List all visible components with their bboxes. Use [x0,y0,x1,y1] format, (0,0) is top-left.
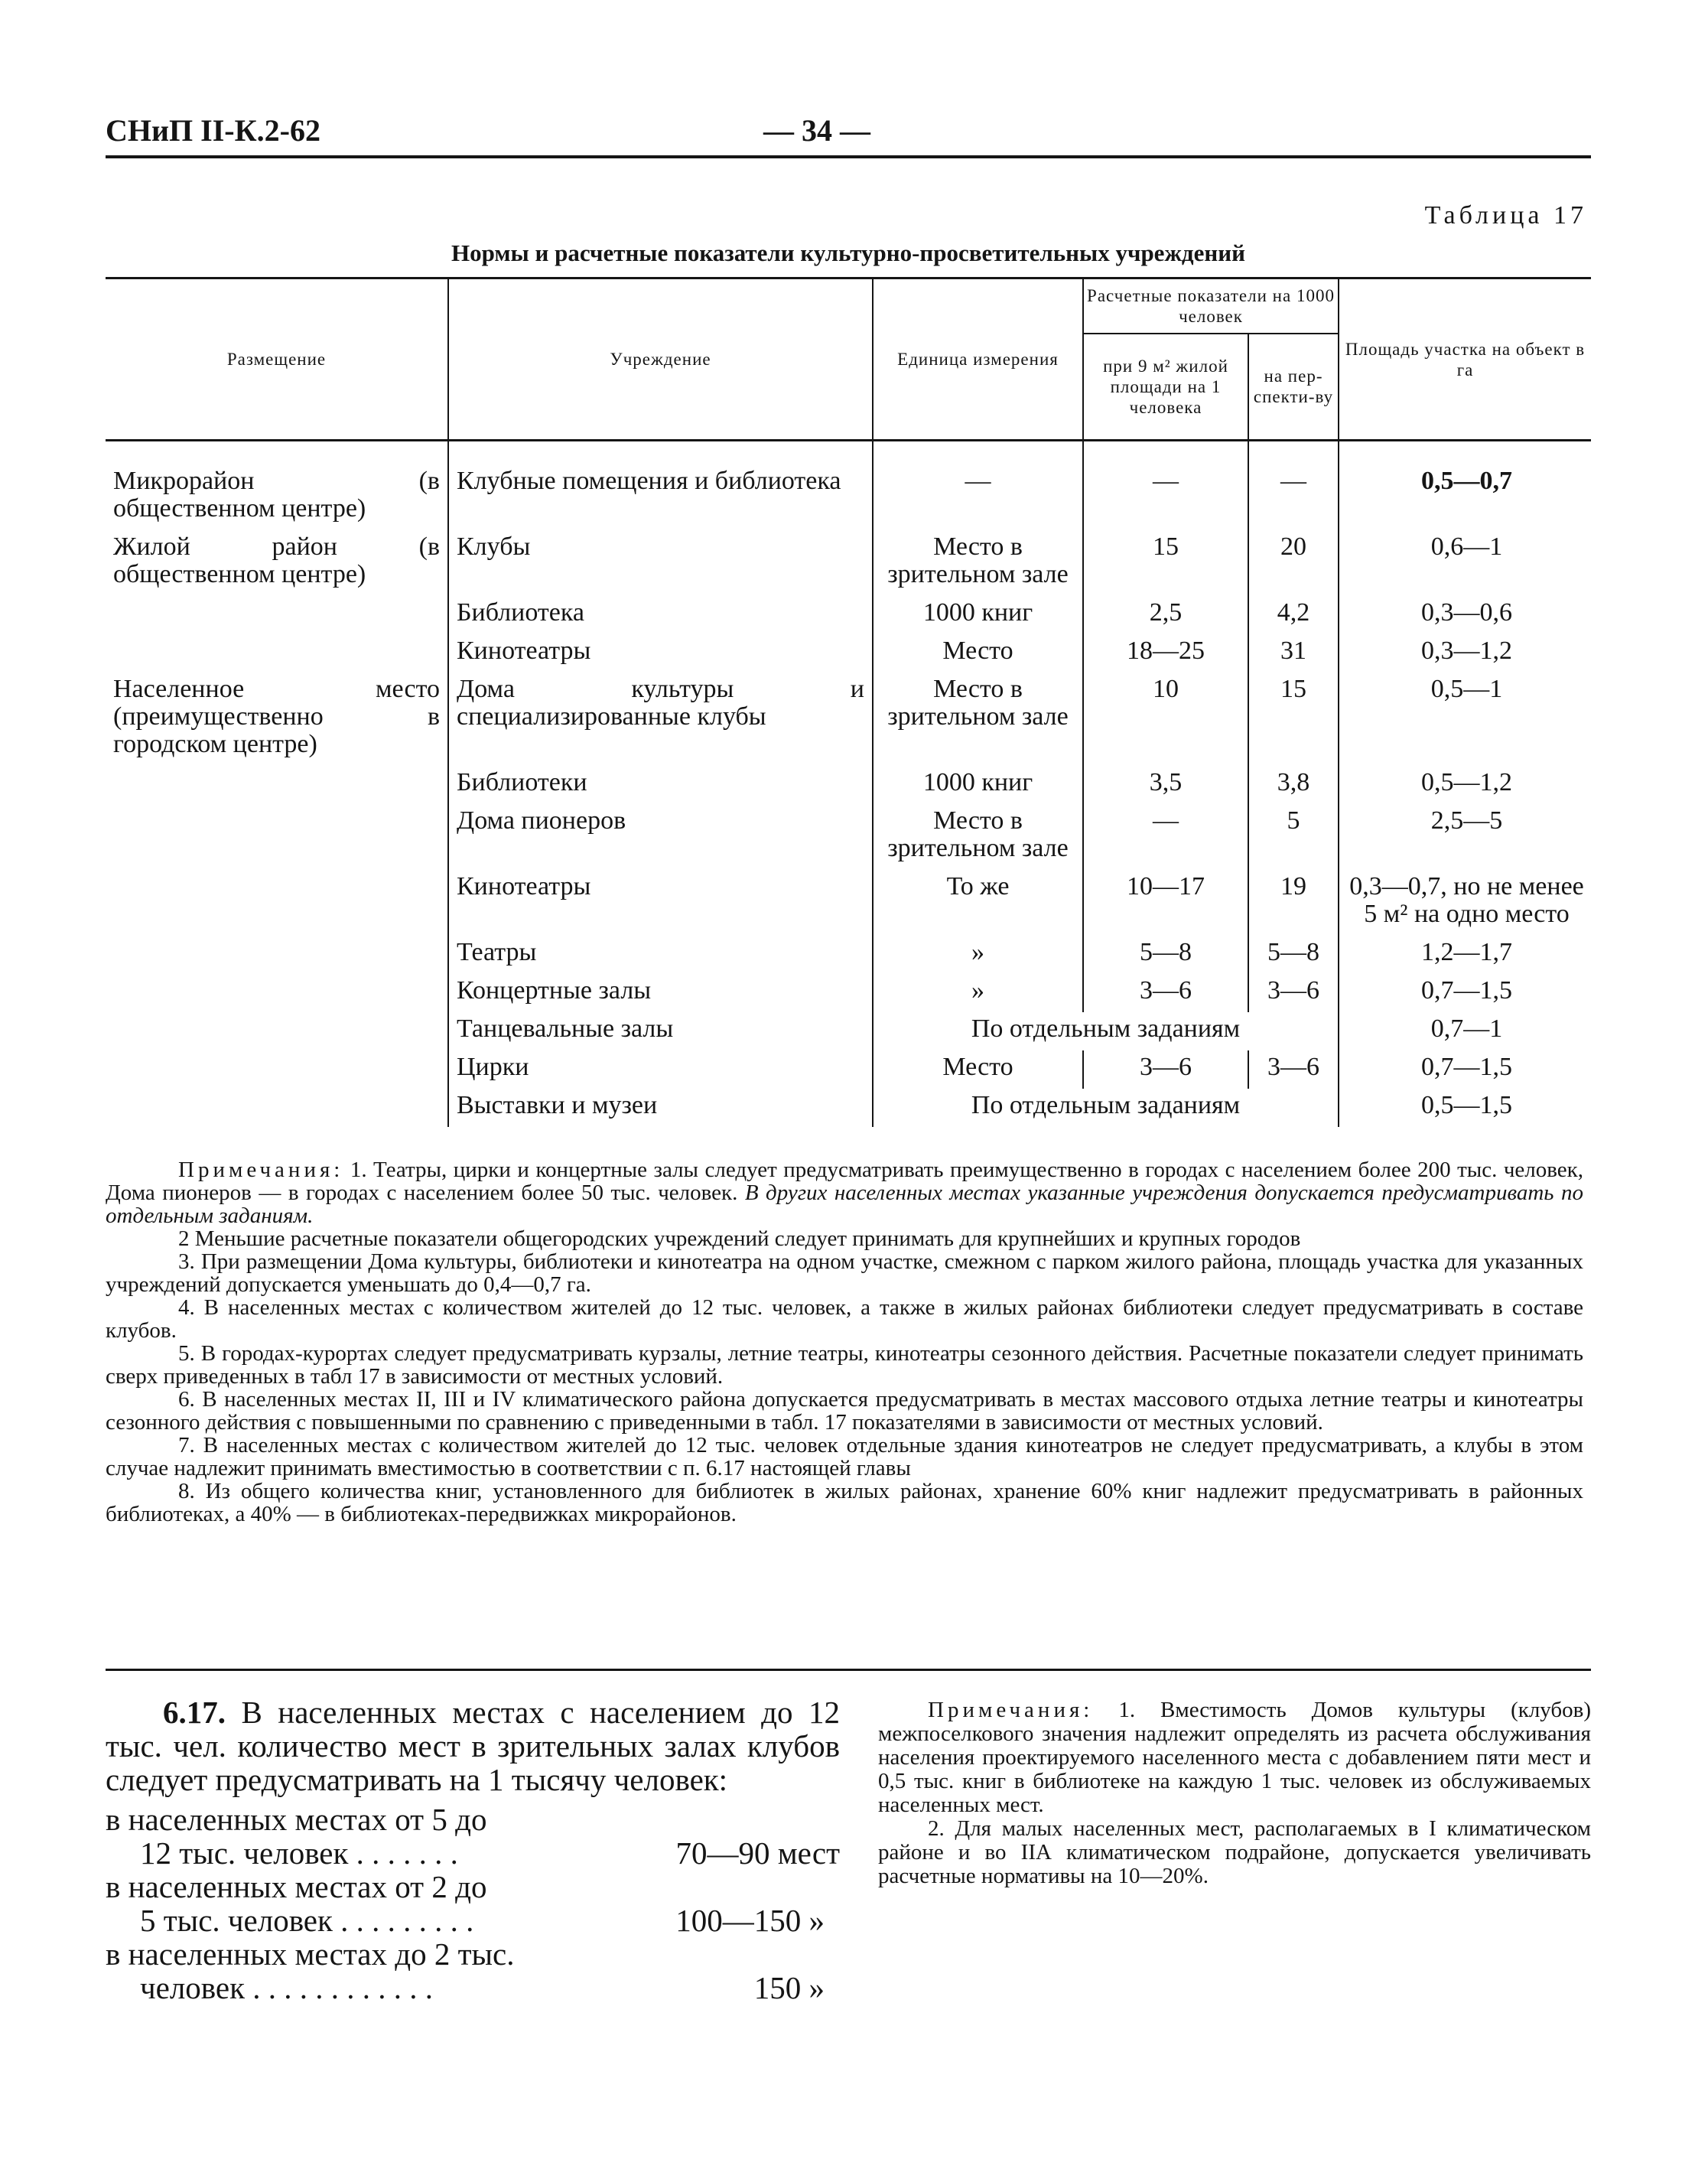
cell-current: — [1083,441,1248,531]
right-notes-label: Примечания: [928,1698,1094,1722]
cell-unit: Место [873,1050,1083,1089]
cell-area: 0,5—0,7 [1339,441,1591,531]
header-area: Площадь участка на объект в га [1339,278,1591,441]
cell-future: 15 [1248,673,1339,766]
notes-rule [106,1669,1591,1671]
header-future: на пер-спекти-ву [1248,334,1339,441]
cell-current: 3—6 [1083,974,1248,1012]
cell-area: 0,3—0,7, но не менее 5 м² на одно место [1339,870,1591,936]
table-row [106,870,1591,936]
cell-future: 5—8 [1248,936,1339,974]
cell-future: 31 [1248,634,1339,673]
table-row [106,634,1591,673]
table-row [106,766,1591,804]
cell-unit: Место [873,634,1083,673]
cell-future: 20 [1248,530,1339,596]
table-label: Таблица 17 [1424,201,1587,230]
list-item: 5 тыс. человек . . . . . . . . . 100—150 » [140,1903,825,1938]
cell-institution: Выставки и музеи [448,1089,873,1127]
table-notes [106,1158,1583,1526]
section-number: 6.17. [163,1695,226,1730]
list-item: в населенных местах от 5 до [106,1802,487,1837]
list-item: в населенных местах до 2 тыс. [106,1936,515,1972]
cell-institution: Дома культуры и специализированные клубы [448,673,873,766]
note-1: 1. Театры, цирки и концертные залы следует предусматривать преимущественно в городах с населением более 200 тыс. человек, Дома пионеров — в городах с населением более 50 тыс. человек. [106,1158,1583,1205]
table-row [106,804,1591,870]
cell-institution: Библиотеки [448,766,873,804]
note-5: 5. В городах-курортах следует предусматривать курзалы, летние театры, кинотеатры сезонного действия. Расчетные показатели следует принимать сверх приведенных в табл 17 в зависимости от местных условий. [106,1341,1583,1389]
cell-institution: Библиотека [448,596,873,634]
cell-area: 0,7—1,5 [1339,974,1591,1012]
norms-table-body [106,441,1591,1128]
cell-future: 4,2 [1248,596,1339,634]
table-row [106,1089,1591,1127]
note-4: 4. В населенных местах с количеством жителей до 12 тыс. человек, а также в жилых районах библиотеки следует предусматривать в составе клубов. [106,1295,1583,1343]
cell-placement [106,974,448,1012]
cell-unit: Место в зрительном зале [873,530,1083,596]
right-note-2: 2. Для малых населенных мест, располагаемых в I климатическом районе и во IIА климатическом подрайоне, допускается увеличивать расчетные нормативы на 10—20%. [878,1816,1591,1888]
cell-merged-note: По отдельным заданиям [873,1012,1339,1050]
list-item: 12 тыс. человек . . . . . . . 70—90 мест [140,1835,840,1871]
cell-current: 10—17 [1083,870,1248,936]
page-number: — 34 — [763,113,870,148]
cell-unit: Место в зрительном зале [873,804,1083,870]
table-row [106,530,1591,596]
header-current: при 9 м² жилой площади на 1 человека [1083,334,1248,441]
cell-institution: Клубные помещения и библиотека [448,441,873,531]
header-unit: Единица измерения [873,278,1083,441]
cell-placement [106,936,448,974]
cell-placement [106,766,448,804]
cell-institution: Кинотеатры [448,870,873,936]
cell-merged-note: По отдельным заданиям [873,1089,1339,1127]
cell-placement: Микрорайон (в общественном центре) [113,467,440,523]
cell-unit: 1000 книг [873,596,1083,634]
cell-area: 1,2—1,7 [1339,936,1591,974]
cell-current: 5—8 [1083,936,1248,974]
cell-area: 0,3—0,6 [1339,596,1591,634]
cell-unit: То же [873,870,1083,936]
cell-institution: Танцевальные залы [448,1012,873,1050]
cell-current: 10 [1083,673,1248,766]
cell-current: 3—6 [1083,1050,1248,1089]
cell-placement [106,1012,448,1050]
table-row [106,936,1591,974]
cell-area: 0,5—1,2 [1339,766,1591,804]
cell-current: — [1083,804,1248,870]
table-row [106,974,1591,1012]
list-item: человек . . . . . . . . . . . . 150 » [140,1970,825,2005]
cell-placement: Жилой район (в общественном центре) [113,532,440,588]
cell-future: 3,8 [1248,766,1339,804]
cell-institution: Клубы [448,530,873,596]
note-2: 2 Меньшие расчетные показатели общегородских учреждений следует принимать для крупнейших и крупных городов [178,1226,1301,1251]
note-8: 8. Из общего количества книг, установленного для библиотек в жилых районах, хранение 60% книг надлежит предусматривать в районных библиотеках, а 40% — в библиотеках-передвижках микрорайонов. [106,1479,1583,1526]
note-6: 6. В населенных местах II, III и IV климатического района допускается предусматривать в местах массового отдыха летние театры и кинотеатры сезонного действия с повышенными по сравнению с приведенными в табл. 17 показателями в зависимости от местных условий. [106,1387,1583,1435]
cell-area: 0,5—1,5 [1339,1089,1591,1127]
header-placement: Размещение [106,278,448,441]
note-3: 3. При размещении Дома культуры, библиотеки и кинотеатра на одном участке, смежном с парком жилого района, площадь участка для указанных учреждений допускается уменьшать до 0,4—0,7 га. [106,1249,1583,1297]
cell-unit: 1000 книг [873,766,1083,804]
header-institution: Учреждение [448,278,873,441]
note-7: 7. В населенных местах с количеством жителей до 12 тыс. человек отдельные здания кинотеатров не следует предусматривать, а клубы в этом случае надлежит принимать вместимостью в соответствии с п. 6.17 настоящей главы [106,1433,1583,1480]
cell-placement [106,1089,448,1127]
document-page [106,0,1591,2169]
cell-unit: — [873,441,1083,531]
cell-institution: Концертные залы [448,974,873,1012]
section-text: В населенных местах с населением до 12 тыс. чел. количество мест в зрительных залах клубов следует предусматривать на 1 тысячу человек: [106,1695,840,1797]
cell-area: 0,7—1,5 [1339,1050,1591,1089]
norms-table-wrapper [106,277,1591,1127]
cell-institution: Театры [448,936,873,974]
cell-current: 3,5 [1083,766,1248,804]
cell-placement [106,870,448,936]
cell-future: 3—6 [1248,974,1339,1012]
cell-future: 5 [1248,804,1339,870]
table-row [106,1012,1591,1050]
cell-area: 0,6—1 [1339,530,1591,596]
cell-placement [106,1050,448,1089]
cell-institution: Дома пионеров [448,804,873,870]
table-row [106,596,1591,634]
cell-current: 15 [1083,530,1248,596]
cell-placement [106,804,448,870]
cell-unit: » [873,974,1083,1012]
cell-future: 19 [1248,870,1339,936]
cell-unit: » [873,936,1083,974]
cell-current: 18—25 [1083,634,1248,673]
cell-placement [106,634,448,673]
cell-placement [106,596,448,634]
table-row [106,673,1591,766]
note-1-italic: В других населенных местах указанные учреждения допускается предусматривать по отдельным заданиям. [106,1181,1583,1228]
header-indicators-group: Расчетные показатели на 1000 человек [1083,278,1339,334]
cell-placement: Населенное место (преимущественно в городском центре) [113,675,440,758]
section-6-17 [106,1695,840,2005]
notes-label: Примечания: [178,1158,344,1182]
header-rule [106,155,1591,158]
cell-area: 0,7—1 [1339,1012,1591,1050]
right-note-1: 1. Вместимость Домов культуры (клубов) межпоселкового значения надлежит определять из расчета обслуживания населения проектируемого населенного места с добавлением пяти мест и 0,5 тыс. книг в библиотеке на каждую 1 тыс. человек из обслуживаемых населенных мест. [878,1698,1592,1817]
cell-current: 2,5 [1083,596,1248,634]
table-title: Нормы и расчетные показатели культурно-просветительных учреждений [451,239,1245,266]
list-item: в населенных местах от 2 до [106,1869,487,1904]
norms-table [106,277,1591,1127]
cell-future: — [1248,441,1339,531]
table-row [106,1050,1591,1089]
cell-area: 2,5—5 [1339,804,1591,870]
cell-area: 0,5—1 [1339,673,1591,766]
cell-area: 0,3—1,2 [1339,634,1591,673]
table-row [106,441,1591,531]
cell-institution: Кинотеатры [448,634,873,673]
cell-unit: Место в зрительном зале [873,673,1083,766]
right-notes [878,1698,1591,1888]
cell-future: 3—6 [1248,1050,1339,1089]
cell-institution: Цирки [448,1050,873,1089]
document-code: СНиП II-К.2-62 [106,113,320,148]
